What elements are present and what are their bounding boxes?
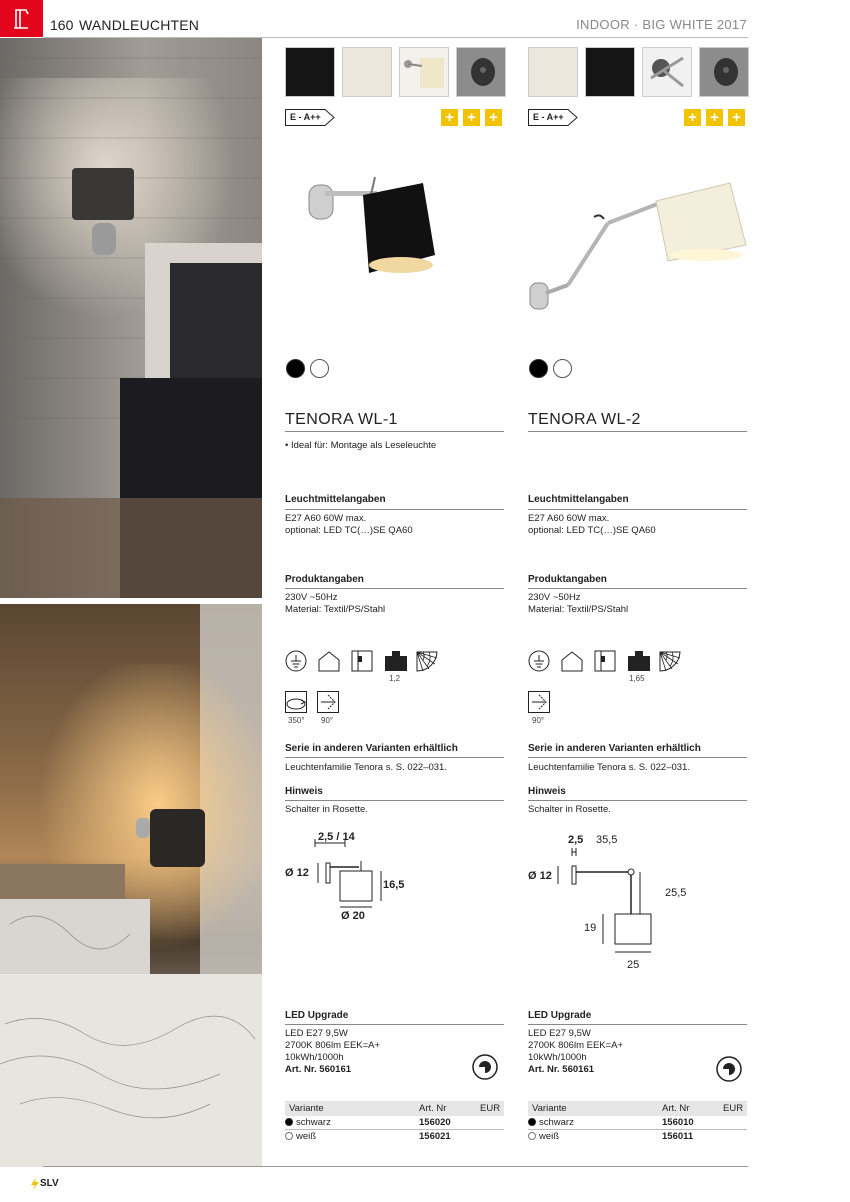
weight-value: 1,2 — [389, 674, 401, 683]
wall-mount-icon — [594, 650, 616, 672]
lamp-line-2: optional: LED TC(…)SE QA60 — [285, 525, 413, 536]
indoor-icon — [317, 650, 341, 672]
series-text: Leuchtenfamilie Tenora s. S. 022–031. — [285, 762, 447, 773]
dim-left: Ø 12 — [528, 870, 552, 882]
weight-value: 1,65 — [629, 674, 645, 683]
led-line-1: LED E27 9,5W — [528, 1028, 591, 1039]
indoor-icon — [560, 650, 584, 672]
section-divider — [285, 588, 504, 589]
variant-color: weiß — [539, 1131, 560, 1142]
feature-text: • Ideal für: Montage als Leseleuchte — [285, 440, 437, 451]
variant-cell — [285, 1131, 316, 1142]
section-divider — [285, 509, 504, 510]
tilt-90-icon — [528, 691, 550, 713]
protection-class-icon — [285, 650, 307, 672]
plus-icon: + — [728, 109, 745, 126]
variant-cell — [528, 1131, 559, 1142]
product-heading: Produktangaben — [285, 574, 364, 585]
slv-bolt-icon — [30, 1178, 40, 1190]
lamp-heading: Leuchtmittelangaben — [528, 494, 629, 505]
lamp-logo-icon — [0, 0, 43, 37]
product-image-wl1 — [295, 165, 495, 295]
thumb-switch-detail[interactable] — [456, 47, 506, 97]
dim-left: Ø 12 — [285, 867, 309, 879]
variant-cell — [528, 1117, 574, 1128]
thumb-black-shade[interactable] — [585, 47, 635, 97]
color-swatch-white[interactable] — [553, 359, 572, 378]
title-divider — [528, 431, 747, 432]
color-swatch-black[interactable] — [286, 359, 305, 378]
section-divider — [285, 757, 504, 758]
lamp-line-2: optional: LED TC(…)SE QA60 — [528, 525, 656, 536]
thumb-joint-detail[interactable] — [642, 47, 692, 97]
color-swatch-black[interactable] — [529, 359, 548, 378]
product-title: TENORA WL-2 — [528, 411, 641, 428]
thumb-white-shade[interactable] — [528, 47, 578, 97]
led-line-1: LED E27 9,5W — [285, 1028, 348, 1039]
product-column-wl1 — [285, 47, 504, 1157]
section-divider — [528, 800, 747, 801]
variant-cell — [285, 1117, 331, 1128]
dim-d: 19 — [584, 922, 597, 934]
col-eur: EUR — [480, 1103, 501, 1114]
led-art-number: Art. Nr. 560161 — [285, 1064, 352, 1075]
rotation-label-2: 90° — [321, 716, 334, 725]
dim-a: 2,5 — [568, 834, 584, 846]
note-heading: Hinweis — [285, 786, 323, 797]
weight-icon — [383, 650, 409, 672]
dim-c: 25,5 — [665, 887, 687, 899]
thumb-lamp-detail[interactable] — [399, 47, 449, 97]
footer-divider — [43, 1166, 748, 1167]
dimension-drawing — [528, 832, 747, 972]
series-heading: Serie in anderen Varianten erhältlich — [528, 743, 701, 754]
rotation-label-1: 90° — [532, 716, 545, 725]
product-heading: Produktangaben — [528, 574, 607, 585]
variant-table — [285, 1101, 504, 1143]
led-line-2: 2700K 806lm EEK=A+ — [285, 1040, 381, 1051]
led-heading: LED Upgrade — [285, 1010, 349, 1021]
led-line-3: 10kWh/1000h — [285, 1052, 344, 1063]
color-swatch-white[interactable] — [310, 359, 329, 378]
art-cell: 156011 — [662, 1131, 694, 1142]
col-art: Art. Nr — [419, 1103, 447, 1114]
beam-angle-icon — [658, 650, 682, 672]
brand-logo-box — [0, 0, 43, 37]
energy-label-text: E - A++ — [533, 112, 564, 122]
white-dot-icon — [285, 1132, 293, 1140]
series-text: Leuchtenfamilie Tenora s. S. 022–031. — [528, 762, 690, 773]
product-title: TENORA WL-1 — [285, 411, 398, 428]
product-line-1: 230V ~50Hz — [285, 592, 338, 603]
led-heading: LED Upgrade — [528, 1010, 592, 1021]
art-cell: 156021 — [419, 1131, 451, 1142]
led-bulb-icon — [716, 1056, 742, 1082]
plus-icon: + — [441, 109, 458, 126]
energy-label — [528, 109, 578, 126]
thumb-black-shade[interactable] — [285, 47, 335, 97]
section-divider — [528, 757, 747, 758]
led-line-3: 10kWh/1000h — [528, 1052, 587, 1063]
col-variant: Variante — [532, 1103, 567, 1114]
protection-class-icon — [528, 650, 550, 672]
dim-top: 2,5 / 14 — [318, 831, 355, 843]
section-divider — [528, 509, 747, 510]
lamp-line-1: E27 A60 60W max. — [285, 513, 367, 524]
section-title: WANDLEUCHTEN — [79, 17, 200, 33]
wall-mount-icon — [351, 650, 373, 672]
catalog-title: INDOOR · BIG WHITE 2017 — [576, 17, 747, 32]
led-line-2: 2700K 806lm EEK=A+ — [528, 1040, 624, 1051]
white-dot-icon — [528, 1132, 536, 1140]
variant-color: schwarz — [539, 1117, 574, 1128]
plus-icon: + — [463, 109, 480, 126]
thumb-white-shade[interactable] — [342, 47, 392, 97]
energy-label — [285, 109, 335, 126]
led-art-number: Art. Nr. 560161 — [528, 1064, 595, 1075]
product-column-wl2 — [528, 47, 747, 1157]
black-dot-icon — [285, 1118, 293, 1126]
weight-icon — [626, 650, 652, 672]
thumb-switch-detail[interactable] — [699, 47, 749, 97]
black-dot-icon — [528, 1118, 536, 1126]
lamp-line-1: E27 A60 60W max. — [528, 513, 610, 524]
table-row[interactable] — [528, 1130, 747, 1143]
footer-brand: SLV — [40, 1178, 59, 1189]
variant-color: weiß — [296, 1131, 317, 1142]
section-divider — [528, 588, 747, 589]
plus-icon: + — [485, 109, 502, 126]
product-image-wl2 — [528, 165, 747, 325]
dim-b: 35,5 — [596, 834, 618, 846]
energy-label-text: E - A++ — [290, 112, 321, 122]
series-heading: Serie in anderen Varianten erhältlich — [285, 743, 458, 754]
col-art: Art. Nr — [662, 1103, 690, 1114]
col-eur: EUR — [723, 1103, 744, 1114]
table-header — [285, 1101, 504, 1116]
table-row[interactable] — [528, 1116, 747, 1130]
title-divider — [285, 431, 504, 432]
note-heading: Hinweis — [528, 786, 566, 797]
rotation-label-1: 350° — [288, 716, 305, 725]
table-row[interactable] — [285, 1116, 504, 1130]
lamp-heading: Leuchtmittelangaben — [285, 494, 386, 505]
led-bulb-icon — [472, 1054, 498, 1080]
product-line-2: Material: Textil/PS/Stahl — [528, 604, 629, 615]
tilt-90-icon — [317, 691, 339, 713]
beam-angle-icon — [415, 650, 439, 672]
room-photo-1 — [0, 38, 262, 598]
dim-right: 16,5 — [383, 879, 405, 891]
product-line-2: Material: Textil/PS/Stahl — [285, 604, 386, 615]
variant-table — [528, 1101, 747, 1143]
dimension-drawing — [285, 827, 504, 927]
room-photo-2 — [0, 604, 262, 1167]
page-number: 160 — [50, 17, 74, 33]
art-cell: 156020 — [419, 1117, 451, 1128]
plus-icon: + — [684, 109, 701, 126]
product-line-1: 230V ~50Hz — [528, 592, 581, 603]
art-cell: 156010 — [662, 1117, 694, 1128]
plus-icon: + — [706, 109, 723, 126]
table-header — [528, 1101, 747, 1116]
dim-bottom: Ø 20 — [341, 910, 365, 922]
note-text: Schalter in Rosette. — [285, 804, 368, 815]
section-divider — [285, 800, 504, 801]
col-variant: Variante — [289, 1103, 324, 1114]
variant-color: schwarz — [296, 1117, 331, 1128]
section-divider — [285, 1024, 504, 1025]
note-text: Schalter in Rosette. — [528, 804, 611, 815]
section-divider — [528, 1024, 747, 1025]
dim-e: 25 — [627, 959, 640, 971]
table-row[interactable] — [285, 1130, 504, 1143]
rotation-350-icon — [285, 691, 307, 713]
